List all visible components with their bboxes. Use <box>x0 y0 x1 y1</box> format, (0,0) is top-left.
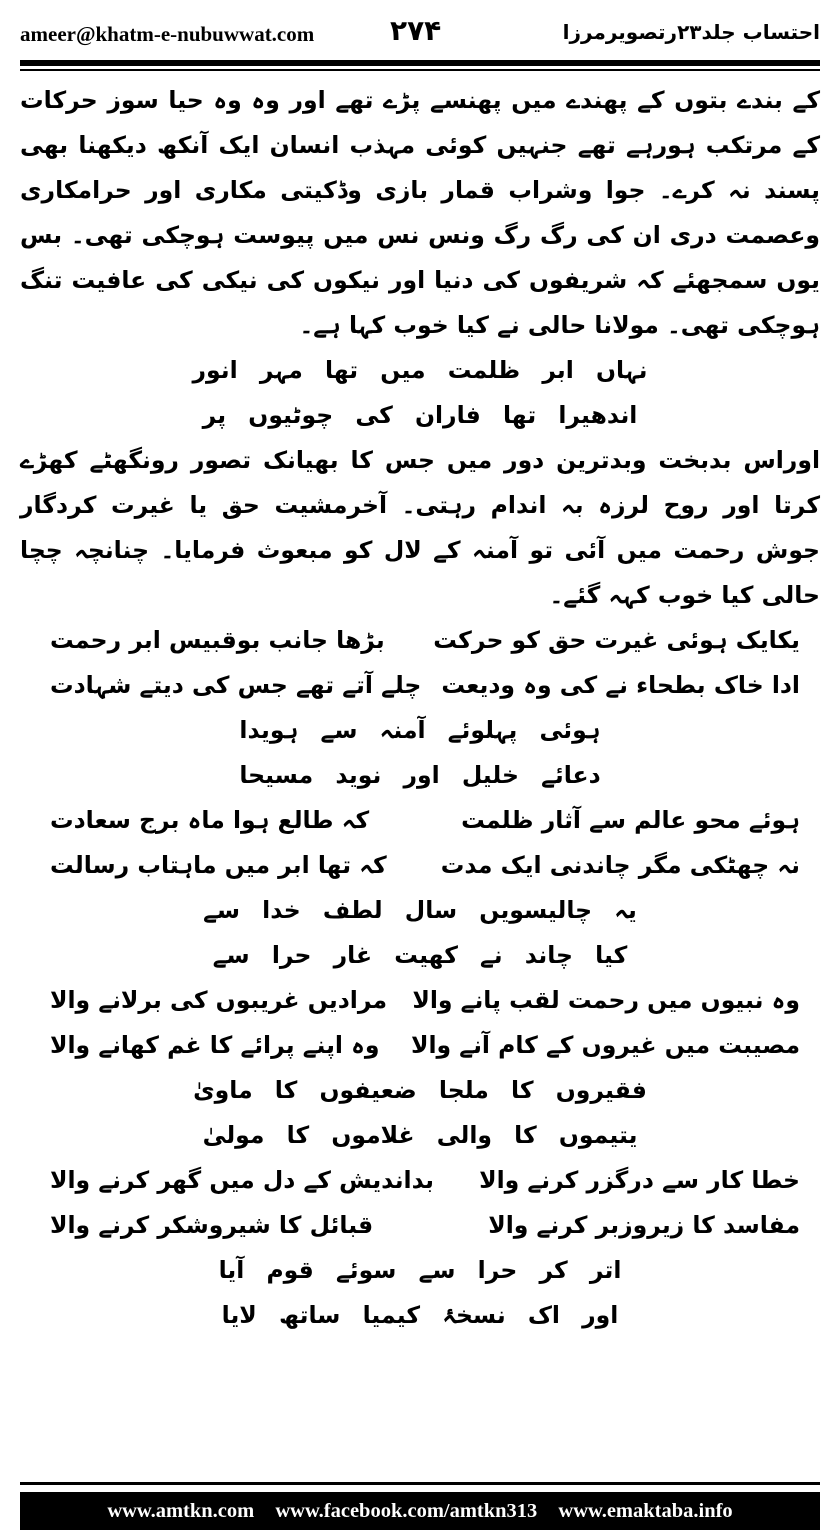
footer-link-facebook[interactable]: www.facebook.com/amtkn313 <box>275 1500 538 1522</box>
verse-first-half: مفاسد کا زیروزبر کرنے والا <box>488 1211 800 1239</box>
verse-first-half: وہ نبیوں میں رحمت لقب پانے والا <box>412 986 800 1014</box>
verse-line: فقیروں کا ملجا ضعیفوں کا ماویٰ <box>193 1076 647 1104</box>
verse-first-half: خطا کار سے درگزر کرنے والا <box>479 1166 800 1194</box>
verse-line: ہوئی پہلوئے آمنہ سے ہویدا <box>239 716 601 744</box>
book-title: احتساب جلد۲۳رتصویرمرزا <box>562 20 820 44</box>
verse-line: کیا چاند نے کھیت غار حرا سے <box>212 941 628 969</box>
paragraph-1: کے بندے بتوں کے پھندے میں پھنسے پڑے تھے اور وہ وہ حیا سوز حرکات کے مرتکب ہورہے تھے جنہیں کوئی مہذب انسان ایک آنکھ دیکھنا بھی پسند نہ کرے۔ جوا وشراب قمار بازی وڈکیتی مکاری اور حرامکاری وعصمت دری ان کی رگ رگ ونس نس میں پیوست ہوچکی تھی۔ بس یوں سمجھئے کہ شریفوں کی دنیا اور نیکوں کی نیکی کی عافیت تنگ ہوچکی تھی۔ مولانا حالی نے کیا خوب کہا ہے۔ <box>20 86 820 339</box>
footer-rule <box>20 1482 820 1485</box>
verse-couplet <box>20 978 820 1023</box>
page-header <box>20 14 820 58</box>
verse-first-half: نہ چھٹکی مگر چاندنی ایک مدت <box>440 851 800 879</box>
verse-second-half: بڑھا جانب بوقبیس ابر رحمت <box>50 626 385 654</box>
verse-second-half: بداندیش کے دل میں گھر کرنے والا <box>50 1166 434 1194</box>
verse-second-half: مرادیں غریبوں کی برلانے والا <box>50 986 387 1014</box>
footer-link-emaktaba[interactable]: www.emaktaba.info <box>558 1500 733 1522</box>
verse-second-half: چلے آتے تھے جس کی دیتے شہادت <box>50 671 422 699</box>
header-rule-thin <box>20 69 820 71</box>
verse-line: اور اک نسخۂ کیمیا ساتھ لایا <box>221 1301 619 1329</box>
verse-couplet <box>20 843 820 888</box>
verse-couplet <box>20 798 820 843</box>
page-footer <box>20 1492 820 1530</box>
verse-couplet <box>20 618 820 663</box>
verse-first-half: یکایک ہوئی غیرت حق کو حرکت <box>433 626 800 654</box>
verse-first-half: ہوئے محو عالم سے آثار ظلمت <box>461 806 800 834</box>
verse-second-half: قبائل کا شیروشکر کرنے والا <box>50 1211 374 1239</box>
verse-couplet <box>20 663 820 708</box>
verse-line: اتر کر حرا سے سوئے قوم آیا <box>218 1256 622 1284</box>
verse-couplet <box>20 1203 820 1248</box>
header-email[interactable]: ameer@khatm-e-nubuwwat.com <box>20 22 315 46</box>
verse-line: اندھیرا تھا فاران کی چوٹیوں پر <box>202 401 638 429</box>
page-body <box>20 78 820 1338</box>
paragraph-2: اوراس بدبخت وبدترین دور میں جس کا بھیانک تصور رونگھٹے کھڑے کرتا اور روح لرزہ بہ اندام رہتی۔ آخرمشیت حق یا غیرت کردگار جوش رحمت میں آئی تو آمنہ کے لال کو مبعوث فرمایا۔ چنانچہ چچا حالی کیا خوب کہہ گئے۔ <box>20 446 820 609</box>
verse-line: دعائے خلیل اور نوید مسیحا <box>239 761 601 789</box>
verse-second-half: کہ طالع ہوا ماہ برج سعادت <box>50 806 370 834</box>
verse-second-half: وہ اپنے پرائے کا غم کھانے والا <box>50 1031 380 1059</box>
page-number: ۲۷۴ <box>390 14 442 47</box>
verse-line: نہاں ابر ظلمت میں تھا مہر انور <box>192 356 648 384</box>
footer-link-amtkn[interactable]: www.amtkn.com <box>107 1500 255 1522</box>
verse-first-half: مصیبت میں غیروں کے کام آنے والا <box>410 1031 800 1059</box>
verse-second-half: کہ تھا ابر میں ماہتاب رسالت <box>50 851 387 879</box>
verse-couplet <box>20 1023 820 1068</box>
header-rule-thick <box>20 60 820 66</box>
verse-line: یتیموں کا والی غلاموں کا مولیٰ <box>202 1121 638 1149</box>
verse-first-half: ادا خاک بطحاء نے کی وہ ودیعت <box>441 671 800 699</box>
verse-line: یہ چالیسویں سال لطف خدا سے <box>203 896 637 924</box>
verse-couplet <box>20 1158 820 1203</box>
